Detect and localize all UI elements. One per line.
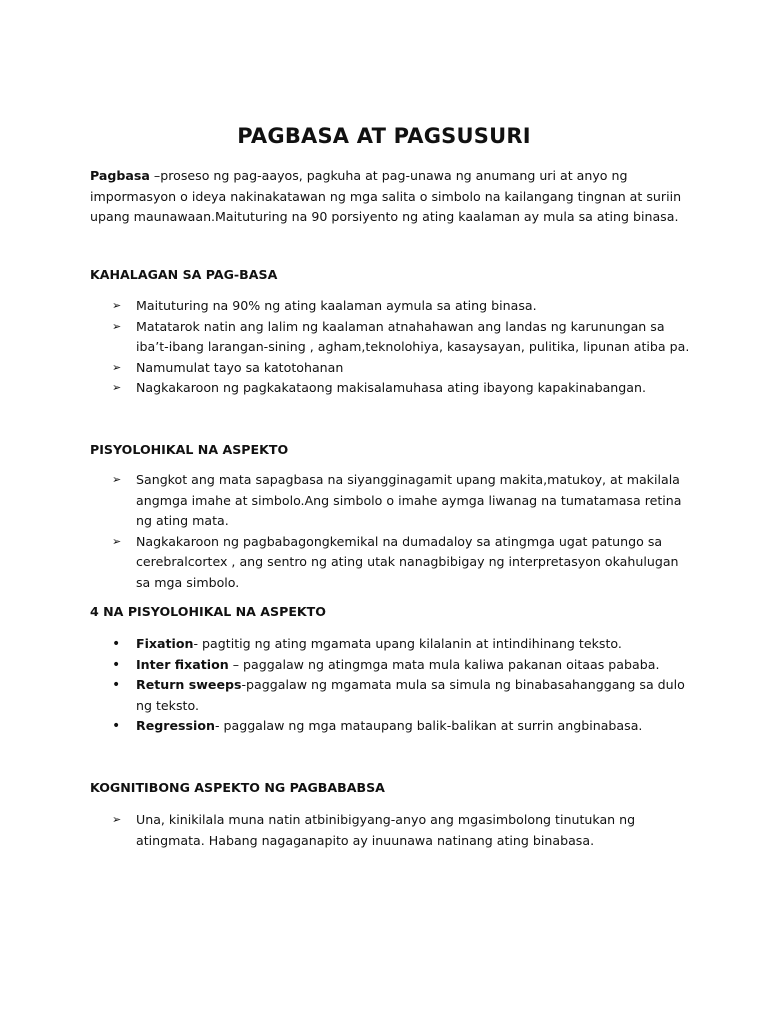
4-pisyolohikal-list	[112, 634, 692, 737]
arrow-bullet-icon: ➢	[112, 534, 122, 548]
kognitibo-list	[112, 810, 692, 851]
arrow-bullet-icon: ➢	[112, 319, 122, 333]
round-bullet-icon: •	[112, 677, 121, 693]
section-heading-4-pisyolohikal: 4 NA PISYOLOHIKAL NA ASPEKTO	[90, 604, 326, 619]
arrow-bullet-icon: ➢	[112, 299, 122, 312]
list-item: ➢ Maituturing na 90% ng ating kaalaman aymula sa ating binasa.	[112, 296, 692, 317]
list-item: ➢ Namumulat tayo sa katotohanan	[112, 358, 692, 379]
arrow-bullet-icon: ➢	[112, 381, 122, 394]
arrow-bullet-icon: ➢	[112, 473, 122, 486]
list-item: ➢ Una, kinikilala muna natin atbinibigyang-anyo ang mgasimbolong tinutukan ng atingmata. Habang nagaganapito ay inuunawa natinang ating binabasa.	[112, 812, 636, 848]
section-heading-pisyolohikal: PISYOLOHIKAL NA ASPEKTO	[90, 442, 289, 457]
arrow-bullet-icon: ➢	[112, 360, 122, 374]
list-item: • Return sweeps-paggalaw ng mgamata mula sa simula ng binabasahanggang sa dulo ng teksto.	[112, 677, 685, 713]
list-item: ➢ Sangkot ang mata sapagbasa na siyangginagamit upang makita,matukoy, at makilala angmga imahe at simbolo.Ang simbolo o imahe aymga liwanag na tumatamasa retina ng ating mata.	[112, 472, 682, 528]
list-item: ➢ Nagkakaroon ng pagkakataong makisalamuhasa ating ibayong kapakinabangan.	[112, 378, 692, 399]
round-bullet-icon: •	[112, 656, 121, 673]
section-heading-kahalagahan: KAHALAGAN SA PAG-BASA	[90, 267, 278, 282]
list-item: ➢ Nagkakaroon ng pagbabagongkemikal na dumadaloy sa atingmga ugat patungo sa cerebralcortex , ang sentro ng ating utak nanagbibigay ng interpretasyon okahulugan sa mga simbolo.	[112, 533, 679, 590]
intro-text: –proseso ng pag-aayos, pagkuha at pag-unawa ng anumang uri at anyo ng impormasyon o ideya nakinakatawan ng mga salita o simbolo na kailangang tingnan at suriin upang maunawaan.Maituturing na 90 porsiyento ng ating kaalaman ay mula sa ating binasa.	[90, 168, 682, 224]
section-heading-kognitibo: KOGNITIBONG ASPEKTO NG PAGBABABSA	[90, 780, 385, 795]
intro-paragraph	[90, 166, 690, 228]
document-title: PAGBASA AT PAGSUSURI	[237, 124, 531, 148]
list-item: • Inter fixation – paggalaw ng atingmga mata mula kaliwa pakanan oitaas pababa.	[112, 656, 660, 673]
round-bullet-icon: •	[112, 636, 121, 652]
list-item: ➢ Matatarok natin ang lalim ng kaalaman atnahahawan ang landas ng karunungan sa iba’t-ibang larangan-sining , agham,teknolohiya, kasaysayan, pulitika, lipunan atiba pa.	[112, 318, 690, 354]
intro-term: Pagbasa	[90, 168, 150, 183]
arrow-bullet-icon: ➢	[112, 813, 122, 826]
round-bullet-icon: •	[112, 718, 121, 734]
list-item: • Regression- paggalaw ng mga mataupang balik-balikan at surrin angbinabasa.	[112, 718, 643, 734]
list-item: • Fixation- pagtitig ng ating mgamata upang kilalanin at intindihinang teksto.	[112, 636, 622, 652]
kahalagahan-list	[112, 296, 692, 399]
pisyolohikal-list	[112, 470, 692, 593]
